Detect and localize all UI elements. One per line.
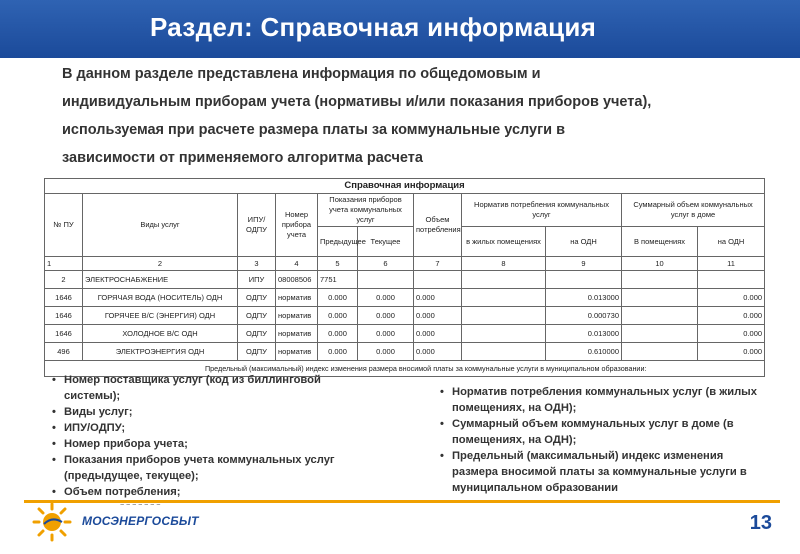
cell-prev: 7751 — [318, 271, 358, 289]
cell-total-room — [622, 307, 698, 325]
cell-total-room — [622, 325, 698, 343]
header-prev: Предыдущее — [318, 227, 358, 257]
cell-total-odn — [698, 271, 765, 289]
cell-curr: 0.000 — [358, 289, 414, 307]
col-number: 11 — [698, 257, 765, 271]
col-number: 3 — [238, 257, 276, 271]
cell-norm-odn: 0.610000 — [546, 343, 622, 361]
col-number: 1 — [45, 257, 83, 271]
cell-norm-res — [462, 307, 546, 325]
header-service: Виды услуг — [83, 194, 238, 257]
col-number: 8 — [462, 257, 546, 271]
header-total-room: В помещениях — [622, 227, 698, 257]
cell-prev: 0.000 — [318, 343, 358, 361]
cell-pu: 496 — [45, 343, 83, 361]
list-item: • Виды услуг; — [52, 404, 372, 420]
table-row — [45, 325, 765, 343]
cell-norm-res — [462, 271, 546, 289]
col-number: 5 — [318, 257, 358, 271]
list-item: • ИПУ/ОДПУ; — [52, 420, 372, 436]
header-norm-odn: на ОДН — [546, 227, 622, 257]
cell-service: ХОЛОДНОЕ В/С ОДН — [83, 325, 238, 343]
cell-service: ЭЛЕКТРОСНАБЖЕНИЕ — [83, 271, 238, 289]
bullet-list-left — [52, 372, 372, 500]
intro-line: индивидуальным приборам учета (нормативы и/или показания приборов учета), — [62, 94, 652, 110]
cell-pu: 1646 — [45, 325, 83, 343]
reference-table — [44, 178, 764, 377]
list-item: • Показания приборов учета коммунальных услуг (предыдущее, текущее); — [52, 452, 372, 484]
header-total-odn: на ОДН — [698, 227, 765, 257]
cell-ipu: ОДПУ — [238, 325, 276, 343]
cell-meter: норматив — [276, 325, 318, 343]
cell-volume: 0.000 — [414, 343, 462, 361]
page-number: 13 — [749, 512, 772, 534]
cell-norm-odn: 0.000730 — [546, 307, 622, 325]
cell-norm-odn: 0.013000 — [546, 289, 622, 307]
col-number: 7 — [414, 257, 462, 271]
logo-tagline: ~ ~ ~ ~ ~ ~ ~ — [120, 502, 161, 509]
list-item: • Норматив потребления коммунальных услуг (в жилых помещениях, на ОДН); — [440, 384, 770, 416]
header-meter: Номер прибора учета — [276, 194, 318, 257]
header-norm-res: в жилых помещениях — [462, 227, 546, 257]
cell-pu: 1646 — [45, 289, 83, 307]
cell-meter: 08008506 — [276, 271, 318, 289]
cell-meter: норматив — [276, 343, 318, 361]
cell-volume: 0.000 — [414, 289, 462, 307]
sun-logo-icon — [30, 500, 76, 542]
cell-volume: 0.000 — [414, 307, 462, 325]
table-row — [45, 271, 765, 289]
list-item: • Номер поставщика услуг (код из биллинговой системы); — [52, 372, 372, 404]
cell-total-odn: 0.000 — [698, 289, 765, 307]
intro-text — [62, 60, 782, 172]
cell-curr: 0.000 — [358, 307, 414, 325]
cell-norm-res — [462, 325, 546, 343]
company-logo — [30, 500, 230, 542]
bullet-list-right — [440, 384, 770, 496]
col-number: 2 — [83, 257, 238, 271]
cell-prev: 0.000 — [318, 289, 358, 307]
cell-total-room — [622, 271, 698, 289]
col-number: 6 — [358, 257, 414, 271]
cell-total-odn: 0.000 — [698, 325, 765, 343]
table-title: Справочная информация — [45, 179, 765, 194]
header-norm: Норматив потребления коммунальных услуг — [462, 194, 622, 227]
cell-ipu: ОДПУ — [238, 307, 276, 325]
cell-service: ЭЛЕКТРОЭНЕРГИЯ ОДН — [83, 343, 238, 361]
cell-total-room — [622, 343, 698, 361]
table-note: Предельный (максимальный) индекс изменения размера вносимой платы за коммунальные услуги в муниципальном образовании: — [45, 361, 765, 377]
cell-ipu: ОДПУ — [238, 343, 276, 361]
cell-volume — [414, 271, 462, 289]
list-item: • Суммарный объем коммунальных услуг в доме (в помещениях, на ОДН); — [440, 416, 770, 448]
cell-pu: 1646 — [45, 307, 83, 325]
cell-total-room — [622, 289, 698, 307]
header-total: Суммарный объем коммунальных услуг в доме — [622, 194, 765, 227]
cell-prev: 0.000 — [318, 325, 358, 343]
cell-total-odn: 0.000 — [698, 307, 765, 325]
table-row — [45, 343, 765, 361]
cell-service: ГОРЯЧЕЕ В/С (ЭНЕРГИЯ) ОДН — [83, 307, 238, 325]
logo-text: МОСЭНЕРГОСБЫТ — [82, 514, 199, 528]
cell-total-odn: 0.000 — [698, 343, 765, 361]
header-curr: Текущее — [358, 227, 414, 257]
cell-curr: 0.000 — [358, 343, 414, 361]
cell-prev: 0.000 — [318, 307, 358, 325]
cell-ipu: ИПУ — [238, 271, 276, 289]
col-number: 9 — [546, 257, 622, 271]
slide-header — [0, 0, 800, 58]
cell-meter: норматив — [276, 289, 318, 307]
cell-volume: 0.000 — [414, 325, 462, 343]
cell-curr — [358, 271, 414, 289]
cell-norm-odn: 0.013000 — [546, 325, 622, 343]
header-pu: № ПУ — [45, 194, 83, 257]
intro-line: В данном разделе представлена информация по общедомовым и — [62, 66, 541, 82]
cell-norm-odn — [546, 271, 622, 289]
table-row — [45, 289, 765, 307]
slide-title: Раздел: Справочная информация — [150, 12, 597, 42]
col-number: 10 — [622, 257, 698, 271]
table-row — [45, 307, 765, 325]
cell-curr: 0.000 — [358, 325, 414, 343]
cell-norm-res — [462, 289, 546, 307]
col-number: 4 — [276, 257, 318, 271]
intro-line: зависимости от применяемого алгоритма расчета — [62, 150, 423, 166]
header-ipu: ИПУ/ОДПУ — [238, 194, 276, 257]
cell-norm-res — [462, 343, 546, 361]
header-readings: Показания приборов учета коммунальных услуг — [318, 194, 414, 227]
cell-service: ГОРЯЧАЯ ВОДА (НОСИТЕЛЬ) ОДН — [83, 289, 238, 307]
cell-ipu: ОДПУ — [238, 289, 276, 307]
list-item: • Номер прибора учета; — [52, 436, 372, 452]
cell-meter: норматив — [276, 307, 318, 325]
list-item: • Объем потребления; — [52, 484, 372, 500]
header-volume: Объем потребления — [414, 194, 462, 257]
intro-line: используемая при расчете размера платы за коммунальные услуги в — [62, 122, 566, 138]
cell-pu: 2 — [45, 271, 83, 289]
list-item: • Предельный (максимальный) индекс изменения размера вносимой платы за коммунальные услуги в муниципальном образовании — [440, 448, 770, 496]
